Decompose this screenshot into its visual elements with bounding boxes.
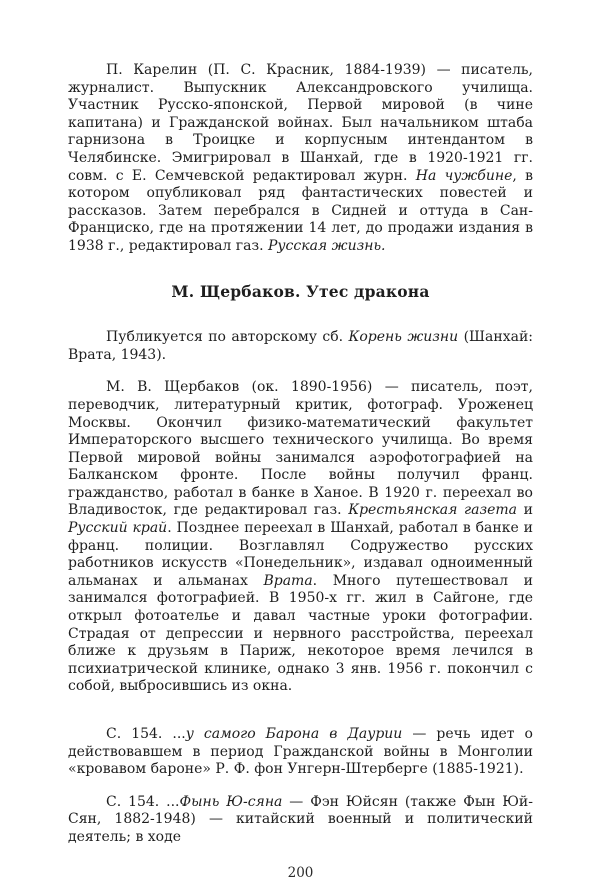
text-run: . Позднее переехал в Шанхай, работал в банке и франц. полиции. Возглавлял Содружество русских работников искусств «Понедельник», издавал одноименный альманах и альманах: [68, 520, 533, 589]
text-run: Публикуется по авторскому сб.: [106, 329, 349, 346]
text-run: — Фэн Юйсян (также Фын Юй-Сян, 1882-1948) — китайский военный и политический деятель; в ходе: [68, 793, 533, 845]
paragraph-publication-note: [68, 329, 533, 364]
italic-text-run: Корень жизни: [348, 329, 459, 346]
text-run: — речь идет о действовавшем в период Гражданской войны в Монголии «кровавом бароне» Р. Ф. фон Унгерн-Штерберге (1885-1921).: [68, 726, 533, 778]
italic-text-run: Русский край: [68, 520, 168, 537]
text-run: и: [517, 502, 533, 519]
paragraph-shcherbakov-bio: [68, 379, 533, 696]
italic-text-run: Крестьянская газета: [348, 502, 517, 519]
text-run: С. 154. ...: [106, 793, 180, 810]
italic-text-run: Фынь Ю-сяна: [179, 793, 283, 810]
paragraph-note-fyn: [68, 794, 533, 847]
text-run: . Много путешествовал и занимался фотографией. В 1950-х гг. жил в Сайгоне, где открыл фотоателье и давал частные уроки фотографии. Страдая от депрессии и нервного расстройства, переехал ближе к друзьям в Париж, некоторое время лечился в психиатрической клинике, однако 3 янв. 1956 г. покончил с собой, выбросившись из окна.: [68, 572, 533, 695]
paragraph-karelin-bio: [68, 62, 533, 256]
text-run: П. Карелин (П. С. Красник, 1884-1939) — писатель, журналист. Выпускник Александровского училища. Участник Русско-японской, Первой мировой (в чине капитана) и Гражданской войнах. Был начальником штаба гарнизона в Троицке и корпусным интендантом в Челябинске. Эмигрировал в Шанхай, где в 1920-1921 гг. совм. с Е. Семчевской редактировал журн.: [68, 62, 533, 184]
italic-text-run: Врата: [263, 572, 313, 589]
text-run: М. В. Щербаков (ок. 1890-1956) — писатель, поэт, переводчик, литературный критик, фотограф. Уроженец Москвы. Окончил физико-математический факультет Императорского высшего технического училища. Во время Первой мировой войны занимался аэрофотографией на Балканском фронте. После войны получил франц. гражданство, работал в банке в Ханое. В 1920 г. переехал во Владивосток, где редактировал газ.: [68, 379, 533, 519]
page-number: 200: [287, 864, 314, 881]
italic-text-run: у самого Барона в Даурии: [185, 726, 403, 742]
section-heading: М. Щербаков. Утес дракона: [171, 281, 430, 301]
paragraph-note-baron: [68, 726, 533, 779]
italic-text-run: На чужбине: [415, 167, 513, 184]
text-run: (Шанхай: Врата, 1943).: [68, 329, 534, 363]
text-run: С. 154. ...: [106, 726, 186, 742]
text-run: , в котором опубликовал ряд фантастических повестей и рассказов. Затем перебрался в Сидней и оттуда в Сан-Франциско, где на протяжении 14 лет, до продажи издания в 1938 г., редактировал газ.: [68, 167, 533, 254]
italic-text-run: Русская жизнь.: [268, 237, 386, 254]
